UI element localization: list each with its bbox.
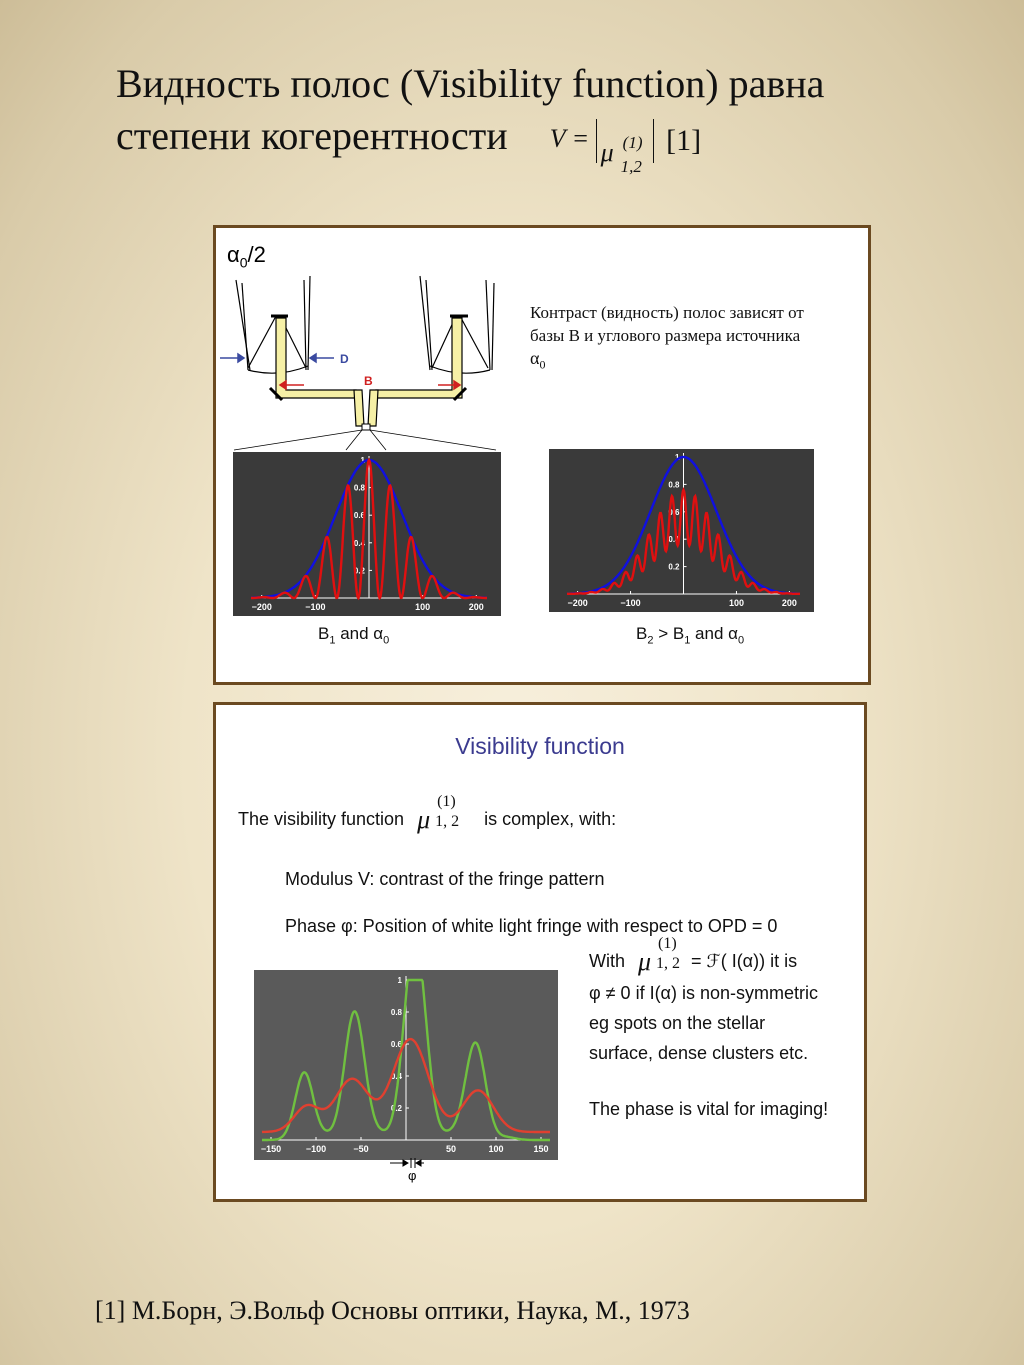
phase-vital-line: The phase is vital for imaging! <box>589 1099 829 1119</box>
y-tick-label: 0.6 <box>353 511 365 521</box>
slide-title <box>116 58 976 176</box>
x-tick-label: −100 <box>620 598 641 608</box>
y-tick-label: 0.8 <box>353 483 365 493</box>
y-tick-label: 1 <box>360 456 365 465</box>
formula-lhs: V = <box>549 123 590 153</box>
fringe-chart-b1 <box>233 452 501 616</box>
title-line-2-text: степени когерентности <box>116 113 508 158</box>
label-d: D <box>340 352 349 366</box>
coherence-formula <box>549 113 702 176</box>
note-alpha: $\alpha_0$ <box>530 348 546 372</box>
y-tick-label: 0.8 <box>668 480 680 490</box>
mu-symbol-2: μ (1) 1, 2 <box>638 935 681 976</box>
title-line-2 <box>116 110 976 176</box>
nonsymmetric-line: φ ≠ 0 if I(α) is non-symmetric <box>589 983 818 1003</box>
y-tick-label: 0.4 <box>668 535 680 545</box>
interferometer-panel <box>213 225 871 685</box>
y-tick-label: 0.6 <box>668 507 680 517</box>
label-b: B <box>364 374 373 388</box>
x-tick-label: 100 <box>415 602 431 612</box>
footer-reference: [1] М.Борн, Э.Вольф Основы оптики, Наука, М., 1973 <box>95 1296 690 1325</box>
beam-path <box>276 318 462 426</box>
x-tick-label: 150 <box>533 1144 549 1154</box>
with-line: With μ (1) 1, 2 = ℱ( I(α)) it is <box>589 935 798 976</box>
intro-line: The visibility function μ (1) 1, 2 is complex, with: <box>238 793 617 834</box>
title-line-1: Видность полос (Visibility function) равна <box>116 61 825 106</box>
y-tick-label: 1 <box>675 453 680 462</box>
x-tick-label: 100 <box>488 1144 504 1154</box>
y-tick-label: 0.2 <box>668 562 680 572</box>
alpha-half-label: $\alpha_0/2$ <box>227 242 266 271</box>
phase-marker <box>386 1158 446 1184</box>
x-tick-label: −200 <box>567 598 588 608</box>
x-tick-label: 100 <box>728 598 744 608</box>
phase-chart <box>254 970 558 1160</box>
x-tick-label: −200 <box>251 602 272 612</box>
x-tick-label: −50 <box>353 1144 369 1154</box>
x-tick-label: −100 <box>305 1144 327 1154</box>
surface-line: surface, dense clusters etc. <box>589 1043 809 1063</box>
interferometer-diagram <box>216 228 516 453</box>
formula-mu: μ <box>600 137 614 167</box>
caption-b2: $B_2 > B_1$ and $\alpha_0$ <box>636 624 745 647</box>
fringe-chart-b2 <box>549 449 814 612</box>
x-tick-label: −150 <box>260 1144 282 1154</box>
formula-sup: (1) <box>622 132 643 152</box>
x-tick-label: 200 <box>468 602 484 612</box>
chart-background <box>549 449 814 612</box>
y-tick-label: 0.8 <box>390 1008 402 1017</box>
phase-line: Phase φ: Position of white light fringe with respect to OPD = 0 <box>285 916 778 936</box>
y-tick-label: 0.4 <box>353 538 365 548</box>
y-tick-label: 0.2 <box>390 1104 402 1113</box>
x-tick-label: 200 <box>781 598 797 608</box>
modulus-line: Modulus V: contrast of the fringe pattern <box>285 869 605 889</box>
formula-ref: [1] <box>666 123 702 157</box>
x-tick-label: −100 <box>305 602 326 612</box>
formula-sub: 1,2 <box>620 156 642 176</box>
note-line-1: Контраст (видность) полос зависят от <box>530 303 804 322</box>
eg-line: eg spots on the stellar <box>589 1013 766 1033</box>
formula-abs <box>596 119 654 176</box>
y-tick-label: 0.4 <box>390 1072 402 1081</box>
y-tick-label: 0.6 <box>390 1040 402 1049</box>
y-tick-label: 0.2 <box>353 566 365 576</box>
caption-b1: $B_1$ and $\alpha_0$ <box>318 624 390 647</box>
visibility-title: Visibility function <box>455 733 625 759</box>
contrast-note <box>530 301 870 377</box>
mu-symbol: μ (1) 1, 2 <box>417 793 460 834</box>
left-telescope <box>236 276 310 373</box>
note-line-2: базы В и углового размера источника <box>530 326 801 345</box>
visibility-panel <box>213 702 867 1202</box>
y-tick-label: 1 <box>397 976 402 985</box>
x-tick-label: 50 <box>445 1144 457 1154</box>
phi-label: φ <box>408 1168 417 1183</box>
